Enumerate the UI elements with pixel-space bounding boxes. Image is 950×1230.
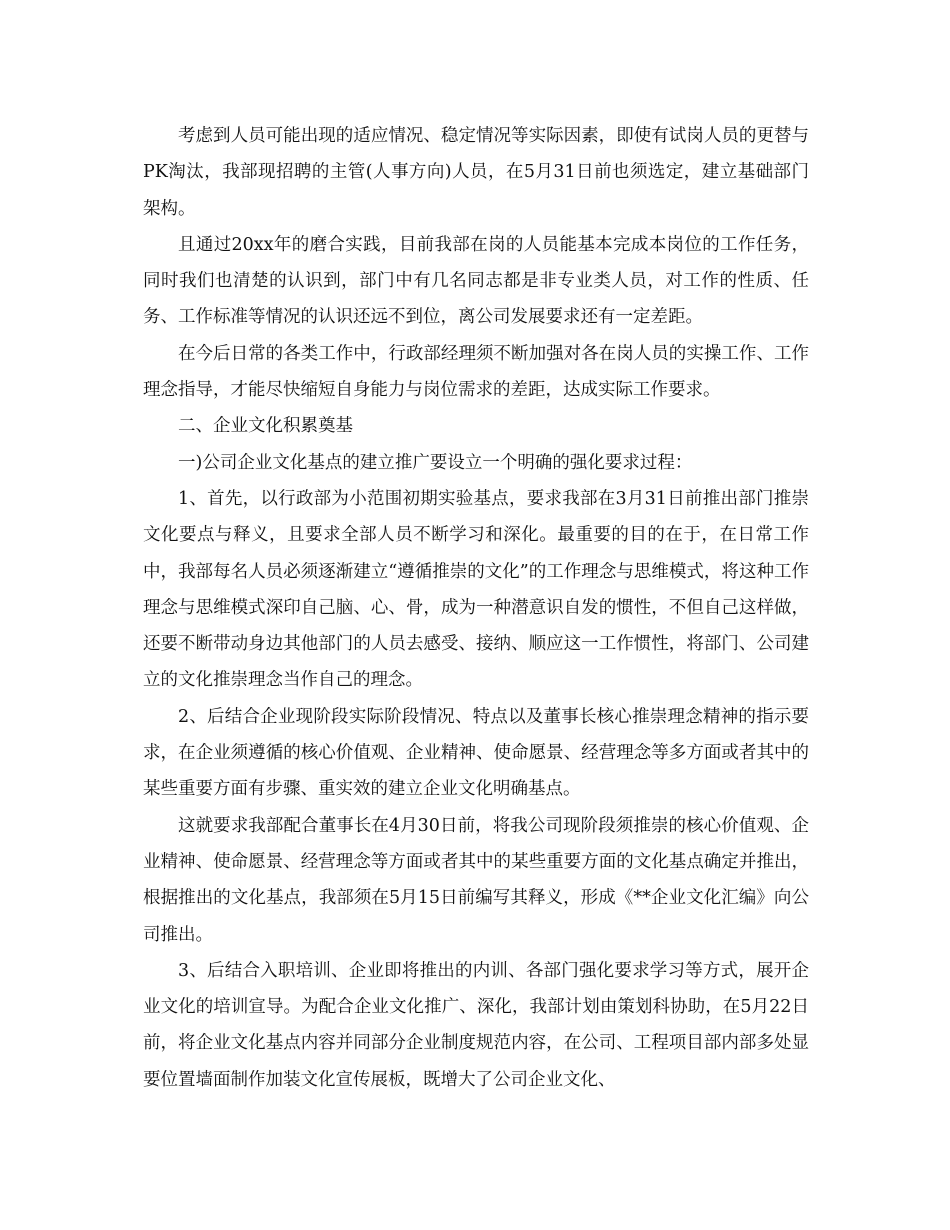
paragraph-3: 在今后日常的各类工作中，行政部经理须不断加强对各在岗人员的实操工作、工作理念指导，才能尽快缩短自身能力与岗位需求的差距，达成实际工作要求。	[143, 343, 809, 401]
document-body	[143, 118, 809, 1098]
paragraph-item-3: 3、后结合入职培训、企业即将推出的内训、各部门强化要求学习等方式，展开企业文化的培训宣导。为配合企业文化推广、深化，我部计划由策划科协助，在5月22日前，将企业文化基点内容并同部分企业制度规范内容，在公司、工程项目部内部多处显要位置墙面制作加装文化宣传展板，既增大了公司企业文化、	[143, 960, 809, 1090]
paragraph-2: 且通过20xx年的磨合实践，目前我部在岗的人员能基本完成本岗位的工作任务，同时我们也清楚的认识到，部门中有几名同志都是非专业类人员，对工作的性质、任务、工作标准等情况的认识还远不到位，离公司发展要求还有一定差距。	[143, 234, 809, 328]
paragraph-item-2: 2、后结合企业现阶段实际阶段情况、特点以及董事长核心推崇理念精神的指示要求，在企业须遵循的核心价值观、企业精神、使命愿景、经营理念等多方面或者其中的某些重要方面有步骤、重实效的建立企业文化明确基点。	[143, 706, 809, 800]
paragraph-item-1: 1、首先，以行政部为小范围初期实验基点，要求我部在3月31日前推出部门推崇文化要点与释义，且要求全部人员不断学习和深化。最重要的目的在于，在日常工作中，我部每名人员必须逐渐建立“遵循推崇的文化”的工作理念与思维模式，将这种工作理念与思维模式深印自己脑、心、骨，成为一种潜意识自发的惯性，不但自己这样做，还要不断带动身边其他部门的人员去感受、接纳、顺应这一工作惯性，将部门、公司建立的文化推崇理念当作自己的理念。	[143, 488, 809, 691]
subsection-heading: 一)公司企业文化基点的建立推广要设立一个明确的强化要求过程：	[178, 452, 693, 473]
section-heading: 二、企业文化积累奠基	[178, 416, 353, 437]
paragraph-item-2-detail: 这就要求我部配合董事长在4月30日前，将我公司现阶段须推崇的核心价值观、企业精神、使命愿景、经营理念等方面或者其中的某些重要方面的文化基点确定并推出，根据推出的文化基点，我部须在5月15日前编写其释义，形成《**企业文化汇编》向公司推出。	[143, 815, 809, 945]
paragraph-1: 考虑到人员可能出现的适应情况、稳定情况等实际因素，即使有试岗人员的更替与PK淘汰，我部现招聘的主管(人事方向)人员，在5月31日前也须选定，建立基础部门架构。	[143, 126, 809, 219]
